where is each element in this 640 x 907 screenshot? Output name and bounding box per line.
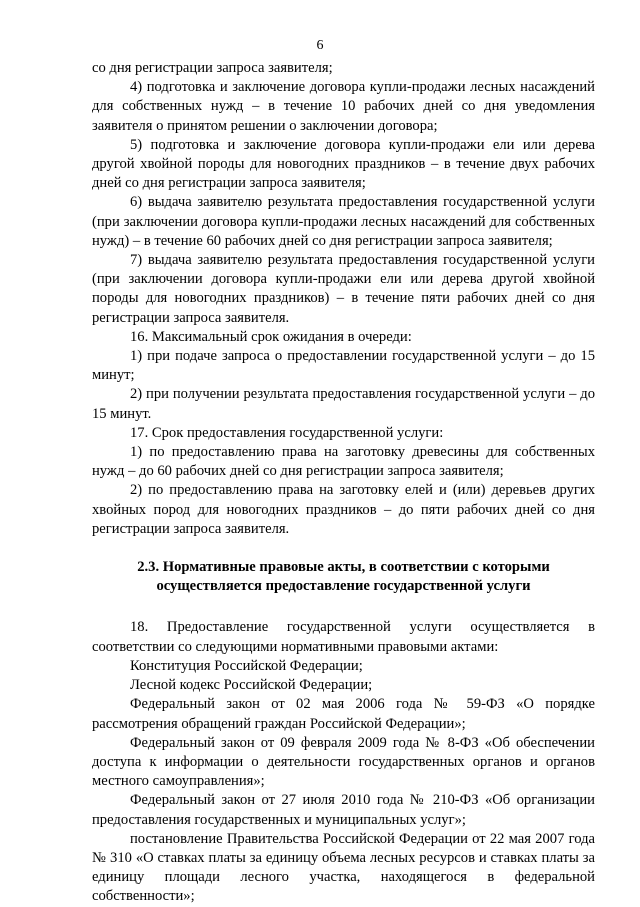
section-heading-line: 2.3. Нормативные правовые акты, в соответствии с которыми xyxy=(137,559,550,576)
paragraph: 2) по предоставлению права на заготовку елей и (или) деревьев других хвойных пород для новогодних праздников – до пяти рабочих дней со дня регистрации запроса заявителя. xyxy=(92,482,595,537)
paragraph: Федеральный закон от 02 мая 2006 года № 59-ФЗ «О порядке рассмотрения обращений граждан Российской Федерации»; xyxy=(92,696,595,732)
paragraph: постановление Правительства Российской Федерации от 22 мая 2007 года № 310 «О ставках платы за единицу объема лесных ресурсов и ставках платы за единицу площади лесного участка, находящегося в федеральной собственности»; xyxy=(92,830,595,905)
document-body xyxy=(92,59,595,907)
paragraph: 2) при получении результата предоставления государственной услуги – до 15 минут. xyxy=(92,386,595,422)
paragraph: 17. Срок предоставления государственной услуги: xyxy=(130,424,444,441)
paragraph: Федеральный закон от 09 февраля 2009 года № 8-ФЗ «Об обеспечении доступа к информации о деятельности государственных органов и органов местного самоуправления»; xyxy=(92,734,595,790)
paragraph: 7) выдача заявителю результата предоставления государственной услуги (при заключении договора купли-продажи ели или дерева другой хвойной породы для новогодних праздников) – в течение пяти рабочих дней со дня регистрации запроса заявителя. xyxy=(92,252,595,326)
paragraph: Конституция Российской Федерации; xyxy=(130,657,363,674)
section-heading-line: осуществляется предоставление государственной услуги xyxy=(156,578,531,595)
paragraph: Лесной кодекс Российской Федерации; xyxy=(130,677,373,694)
section-heading xyxy=(92,558,595,596)
paragraph: 16. Максимальный срок ожидания в очереди: xyxy=(130,328,412,345)
paragraph: 18. Предоставление государственной услуги осуществляется в соответствии со следующими нормативными правовыми актами: xyxy=(92,619,595,655)
paragraph: 5) подготовка и заключение договора купли-продажи ели или дерева другой хвойной породы для новогодних праздников – в течение двух рабочих дней со дня регистрации запроса заявителя; xyxy=(92,136,595,192)
paragraph: со дня регистрации запроса заявителя; xyxy=(92,60,333,76)
page-number: 6 xyxy=(316,38,324,53)
paragraph: 1) при подаче запроса о предоставлении государственной услуги – до 15 минут; xyxy=(92,348,595,384)
paragraph: Федеральный закон от 27 июля 2010 года № 210-ФЗ «Об организации предоставления государственных и муниципальных услуг»; xyxy=(92,792,595,828)
paragraph: 4) подготовка и заключение договора купли-продажи лесных насаждений для собственных нужд – в течение 10 рабочих дней со дня уведомления заявителя о принятом решении о заключении договора; xyxy=(92,79,595,134)
paragraph: 6) выдача заявителю результата предоставления государственной услуги (при заключении договора купли-продажи лесных насаждений для собственных нужд) – в течение 60 рабочих дней со дня регистрации запроса заявителя; xyxy=(92,194,595,249)
paragraph: 1) по предоставлению права на заготовку древесины для собственных нужд – до 60 рабочих дней со дня регистрации запроса заявителя; xyxy=(92,444,595,480)
